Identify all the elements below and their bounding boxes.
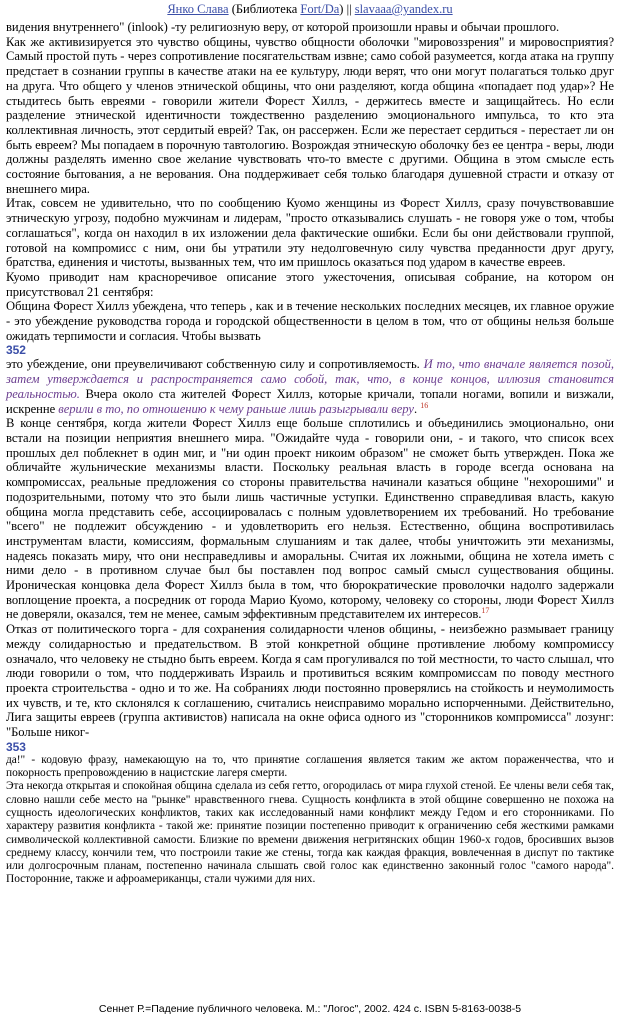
page-number-marker: 353 [6, 739, 26, 754]
footnote-marker[interactable]: 17 [481, 606, 490, 616]
italic-emphasis: верили в то, по отношению к чему раньше лишь разыгрывали веру [58, 401, 414, 416]
paragraph: Отказ от политического торга - для сохранения солидарности членов общины, - неизбежно размывает границу между солидарностью и предательством. В этой конкретной общине противление любому компромиссу означало, что человеку не стыдно быть евреем. Когда я сам прогуливался по той местности, то часто слышал, что люди говорили о том, что поддерживать Израиль и противиться всяким компромиссам по поводу местного проекта строительства - одно и то же. На собраниях люди постоянно проверялись на стойкость и неумолимость их чувств, и те, кто склонялся к соглашению, считались неисправимо морально испорченными. Действительно, Лига защиты евреев (группа активистов) написала на окне офиса одного из "сторонников компромисса" лозунг: "Больше никог- [6, 622, 614, 740]
header-library-open: (Библиотека [228, 2, 301, 16]
page-footer-citation: Сеннет Р.=Падение публичного человека. М.: "Логос", 2002. 424 с. ISBN 5-8163-0038-5 [98, 1003, 522, 1015]
paragraph: видения внутреннего" (inlook) -ту религиозную веру, от которой произошли нравы и обычаи прошлого. [6, 20, 560, 34]
text-run: это убеждение, они преувеличивают собственную силу и сопротивляемость. [6, 357, 424, 372]
text-run: . [413, 401, 421, 416]
paragraph: Как же активизируется это чувство общины, чувство общности оболочки "мировоззрения" и мировосприятия? Самый простой путь - через сопротивление посягательствам извне; само собой разумеется, когда атака на группу предстает в сознании группы в качестве атаки на ее культуру, люди верят, что они могут полагаться только друг на друга. Что общего у членов этнической общины, что они разделяют, когда община «попадает под удар»? Не стыдитесь быть евреями - говорили жители Форест Хиллз, - держитесь вместе и защищайтесь. Но если разделение этнической идентичности тождественно разделению эмоционального импульса, то кто эта коллективная личность, этот сердитый еврей? Так, он рассержен. Если же перестает сердиться - перестает ли он быть евреем? Мы попадаем в порочную тавтологию. Возрождая этническую оболочку без ее центра - веры, люди должны разделять именно свое желание чувствовать что-то вместе с другими. Община в этом смысле есть состояние бытования, а не верования. Она поддерживает себя только благодаря душевной страсти и отказу от внешнего мира. [6, 34, 614, 196]
text-run: В конце сентября, когда жители Форест Хиллз еще больше сплотились и объединились эмоционально, они встали на позиции неприятия внешнего мира. "Ожидайте чуда - говорили они, - и такого, что список всех прошлых дел поблекнет в один миг, и "ни один проект никоим образом" не сможет быть утвержден. Пока же обличайте жульнические механизмы власти. Поскольку реальная власть в городе всегда основана на компромиссах, реальные предложения со стороны правительства начинали казаться общине "нехорошими" и подозрительными, потому что это были лишь частичные уступки. Единственно справедливая власть, какую община могла представить себе, ассоциировалась с полным удовлетворением их требований. Но требование "всего" не подлежит обсуждению - и удовлетворить его нельзя. Естественно, община воспротивилась инструментам власти, комиссиям, формальным слушаниям и так далее, чтобы уничтожить эти механизмы, надеясь показать миру, что они несправедливы и аморальны. Считая их ложными, община не хотела иметь с ними дело - в противном случае был бы поставлен под вопрос самый смысл существования общины. Ироническая концовка дела Форест Хиллз была в том, что бюрократические проволочки надолго задержали воплощение проекта, а посредник от города Марио Куомо, которому, человеку со стороны, люди Форест Хиллз не доверяли, оказался, тем не менее, самым эффективным представителем их интересов. [6, 416, 614, 622]
paragraph: да!" - кодовую фразу, намекающую на то, что принятие соглашения является таким же актом пораженчества, что и покорность препровождению в нацистские лагеря смерти. [6, 753, 614, 780]
paragraph: Эта некогда открытая и спокойная община сделала из себя гетто, огородилась от мира глухой стеной. Ее члены вели себя так, словно нашли себе место на "рынке" нравственного гнева. Сущность конфликта в этой общине совершенно не похожа на сущность идеологических конфликтов, таких как исследованный нами конфликт между Гедом и его сторонниками. По характеру развития конфликта - такой же: принятие позиции постепенно приводит к ограничению себя жесткими рамками символической коллективной самости. Близкие по времени движения негритянских общин 1960-х годов, бросивших вызов среднему классу, кончили тем, что построили такие же стены, тогда как каждая фракция, вовлеченная в диспут по тактике или долгосрочным планам, постепенно начинала слышать свой голос как единственно законный голос "самого народа". Посторонние, также и афроамериканцы, стали чужими для них. [6, 780, 614, 886]
footnote-marker[interactable]: 16 [420, 400, 429, 410]
quote-paragraph: Община Форест Хиллз убеждена, что теперь , как и в течение нескольких последних месяцев, их главное оружие - это убеждение руководства города и городской общественности в целом в том, что от общины нельзя больше ожидать терпимости и согласия. Чтобы вызвать [6, 299, 614, 343]
page-number-marker: 352 [6, 343, 26, 358]
fortda-link[interactable]: Fort/Da [300, 2, 340, 16]
paragraph [6, 357, 614, 416]
email-link[interactable]: slavaaa@yandex.ru [354, 2, 453, 16]
author-link[interactable]: Янко Слава [167, 2, 229, 16]
paragraph [6, 416, 614, 622]
header-library-close: ) || [339, 2, 355, 16]
italic-emphasis: И то, что вначале является позой, затем утверждается и распространяется само собой, так, что, в конце концов, иллюзия становится реальностью. [6, 357, 614, 401]
page-header [0, 2, 620, 16]
text-run: Вчера около ста жителей Форест Хиллз, которые кричали, топали ногами, вопили и визжали, искренне [6, 386, 614, 416]
document-body [6, 20, 614, 887]
paragraph: Итак, совсем не удивительно, что по сообщению Куомо женщины из Форест Хиллз, сразу почувствовавшие этническую угрозу, подобно мужчинам и лидерам, "просто отказывались слушать - не говоря уже о том, чтобы соглашаться", когда он находил в их изложении дела фактические ошибки. Если бы они действовали группой, готовой на компромисс с ним, они бы утратили эту недолговечную силу чувства преданности друг другу, братства, единения и чистоты, вызванных тем, что им пришлось оказаться под ударом в качестве евреев. [6, 196, 614, 270]
paragraph: Куомо приводит нам красноречивое описание этого ужесточения, описывая собрание, на котором он присутствовал 21 сентября: [6, 269, 614, 299]
